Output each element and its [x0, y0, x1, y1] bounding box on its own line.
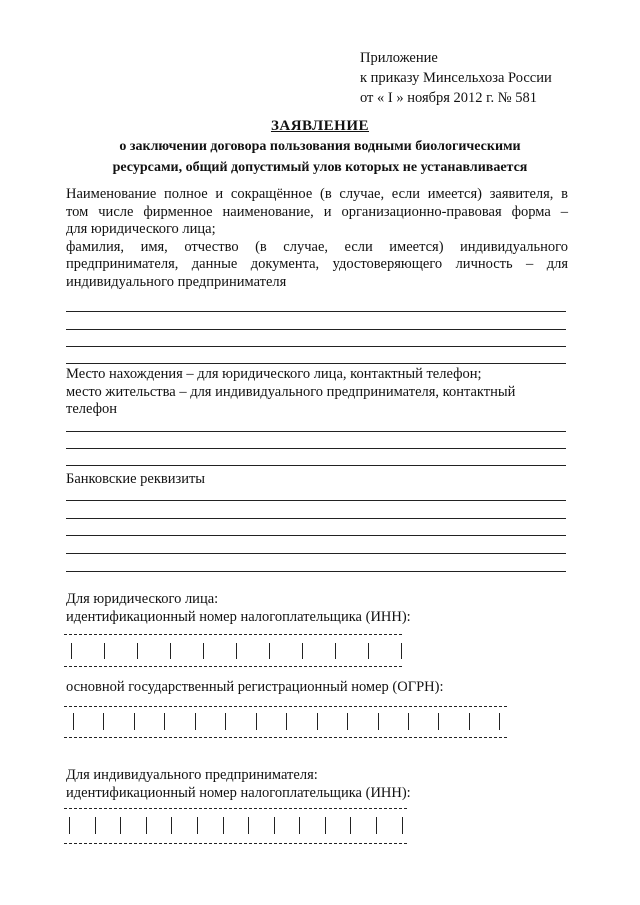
bank-details-label: Банковские реквизиты	[66, 471, 206, 487]
digit-box-separator	[248, 817, 249, 834]
ogrn-top-border	[64, 706, 508, 707]
digit-box-separator	[256, 713, 257, 730]
address-instructions	[66, 366, 568, 419]
title-line-1: о заключении договора пользования водными биологическими	[119, 139, 521, 154]
digit-box-separator	[103, 713, 104, 730]
digit-box-separator	[170, 643, 171, 659]
applicant-name-instructions	[66, 186, 568, 292]
bank-details-field-line[interactable]	[66, 553, 566, 554]
applicant-name-field-line[interactable]	[66, 311, 566, 312]
digit-box-separator	[299, 817, 300, 834]
address-field-line[interactable]	[66, 431, 566, 432]
individual-heading: Для индивидуального предпринимателя:	[66, 767, 318, 783]
digit-box-separator	[197, 817, 198, 834]
digit-box-separator	[302, 643, 303, 659]
digit-box-separator	[137, 643, 138, 659]
digit-box-separator	[317, 713, 318, 730]
bank-details-field-line[interactable]	[66, 500, 566, 501]
digit-box-separator	[325, 817, 326, 834]
appendix-line-3: от « I » ноября 2012 г. № 581	[360, 90, 537, 106]
digit-box-separator	[195, 713, 196, 730]
inn-top-border	[64, 634, 404, 635]
digit-box-separator	[469, 713, 470, 730]
appendix-line-2: к приказу Минсельхоза России	[360, 70, 552, 86]
address-field-line[interactable]	[66, 448, 566, 449]
digit-box-separator	[69, 817, 70, 834]
digit-box-separator	[95, 817, 96, 834]
instruction-line: телефон	[66, 401, 118, 418]
inn-bottom-border	[64, 843, 408, 844]
instruction-line: Место нахождения – для юридического лица, контактный телефон;	[66, 366, 482, 382]
digit-box-separator	[164, 713, 165, 730]
digit-box-separator	[408, 713, 409, 730]
digit-box-separator	[274, 817, 275, 834]
digit-box-separator	[286, 713, 287, 730]
inn-bottom-border	[64, 666, 404, 667]
address-field-line[interactable]	[66, 465, 566, 466]
digit-box-separator	[171, 817, 172, 834]
legal-entity-ogrn-label: основной государственный регистрационный номер (ОГРН):	[66, 679, 444, 695]
bank-details-field-line[interactable]	[66, 535, 566, 536]
legal-entity-heading: Для юридического лица:	[66, 591, 219, 607]
digit-box-separator	[402, 817, 403, 834]
digit-box-separator	[134, 713, 135, 730]
digit-box-separator	[438, 713, 439, 730]
legal-entity-inn-label: идентификационный номер налогоплательщика (ИНН):	[66, 609, 411, 625]
digit-box-separator	[236, 643, 237, 659]
instruction-line: для юридического лица;	[66, 221, 216, 238]
digit-box-separator	[368, 643, 369, 659]
digit-box-separator	[335, 643, 336, 659]
instruction-line: Наименование полное и сокращённое (в случае, если имеется) заявителя, в	[66, 186, 568, 202]
digit-box-separator	[269, 643, 270, 659]
document-title	[40, 118, 600, 177]
digit-box-separator	[73, 713, 74, 730]
digit-box-separator	[71, 643, 72, 659]
instruction-line: индивидуального предпринимателя	[66, 273, 287, 290]
appendix-reference	[360, 48, 552, 108]
digit-box-separator	[120, 817, 121, 834]
digit-box-separator	[347, 713, 348, 730]
bank-details-field-line[interactable]	[66, 571, 566, 572]
title-line-2: ресурсами, общий допустимый улов которых не устанавливается	[112, 160, 528, 175]
inn-top-border	[64, 808, 408, 809]
digit-box-separator	[225, 713, 226, 730]
digit-box-separator	[350, 817, 351, 834]
digit-box-separator	[223, 817, 224, 834]
applicant-name-field-line[interactable]	[66, 329, 566, 330]
digit-box-separator	[401, 643, 402, 659]
applicant-name-field-line[interactable]	[66, 363, 566, 364]
instruction-line: фамилия, имя, отчество (в случае, если имеется) индивидуального	[66, 238, 568, 255]
applicant-name-field-line[interactable]	[66, 346, 566, 347]
digit-box-separator	[378, 713, 379, 730]
instruction-line: том числе фирменное наименование, и организационно-правовая форма –	[66, 203, 568, 220]
digit-box-separator	[499, 713, 500, 730]
digit-box-separator	[203, 643, 204, 659]
digit-box-separator	[104, 643, 105, 659]
title-main: ЗАЯВЛЕНИЕ	[270, 118, 370, 134]
instruction-line: место жительства – для индивидуального предпринимателя, контактный	[66, 383, 516, 400]
ogrn-bottom-border	[64, 737, 508, 738]
individual-inn-label: идентификационный номер налогоплательщика (ИНН):	[66, 785, 411, 801]
instruction-line: предпринимателя, данные документа, удостоверяющего личность – для	[66, 256, 568, 273]
appendix-line-1: Приложение	[360, 50, 438, 66]
digit-box-separator	[146, 817, 147, 834]
digit-box-separator	[376, 817, 377, 834]
bank-details-field-line[interactable]	[66, 518, 566, 519]
